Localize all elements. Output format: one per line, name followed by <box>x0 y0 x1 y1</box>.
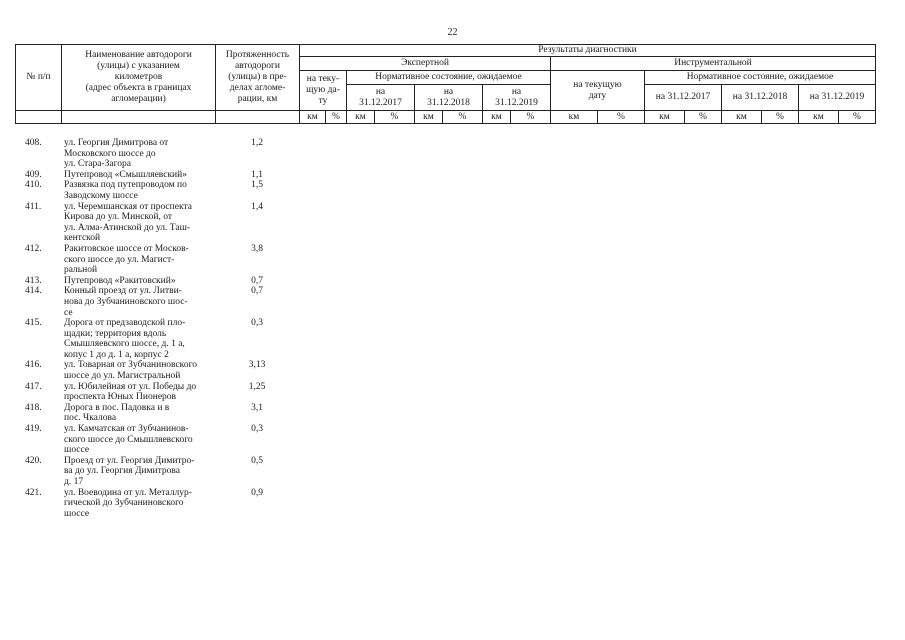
road-name <box>61 456 215 488</box>
road-length: 1,1 <box>251 169 263 180</box>
page-number: 22 <box>447 27 458 38</box>
header-date-expert-2018: на 31.12.2018 <box>415 85 483 111</box>
unit-km: км <box>300 111 326 124</box>
row-number: 410. <box>25 180 42 191</box>
road-name <box>61 286 215 318</box>
table-row <box>15 138 315 170</box>
row-number: 420. <box>25 455 42 466</box>
header-normative-expert: Нормативное состояние, ожидаемое <box>347 71 551 85</box>
road-name <box>61 424 215 456</box>
road-name-line: Конный проезд от ул. Литви- <box>64 286 182 297</box>
road-name <box>61 180 215 201</box>
table-row <box>15 276 315 287</box>
row-number: 418. <box>25 402 42 413</box>
road-list <box>15 138 315 519</box>
header-col-name: Наименование автодороги (улицы) с указанием километров (адрес объекта в границах агломерации) <box>62 45 216 111</box>
road-name <box>61 488 215 520</box>
road-name-line: проспекта Юных Пионеров <box>64 392 177 403</box>
header-current-expert: на теку- щую да- ту <box>300 71 347 111</box>
unit-pct: % <box>762 111 799 124</box>
road-name-line: ул. Товарная от Зубчаниновского <box>64 360 197 371</box>
header-date-instr-2017: на 31.12.2017 <box>645 85 722 111</box>
header-expert: Экспертной <box>300 57 551 71</box>
road-name-line: ул. Воеводина от ул. Металлур- <box>64 487 192 498</box>
road-name-line: ул. Юбилейная от ул. Победы до <box>64 381 197 392</box>
road-length: 3,1 <box>251 402 263 413</box>
unit-pct: % <box>326 111 347 124</box>
unit-km: км <box>347 111 375 124</box>
unit-pct: % <box>839 111 876 124</box>
road-name-line: ул. Георгия Димитрова от <box>64 138 169 148</box>
road-name <box>61 403 215 424</box>
road-name-line: ральной <box>64 265 98 276</box>
road-name-line: ул. Черемшанская от проспекта <box>64 201 192 212</box>
table-row <box>15 424 315 456</box>
header-filler <box>16 111 62 124</box>
road-name-line: Путепровод «Ракитовский» <box>64 275 176 286</box>
road-name-line: Заводскому шоссе <box>64 190 138 201</box>
road-length: 0,3 <box>251 318 263 329</box>
unit-pct: % <box>685 111 722 124</box>
row-number: 411. <box>25 201 42 212</box>
table-row <box>15 403 315 424</box>
road-name-line: шоссе до ул. Магистральной <box>64 371 181 382</box>
road-name <box>61 138 215 170</box>
unit-km: км <box>645 111 685 124</box>
header-current-instr: на текущую дату <box>551 71 645 111</box>
row-number: 421. <box>25 487 42 498</box>
road-name-line: ул. Стара-Загора <box>64 159 132 170</box>
road-name-line: Дорога от предзаводской пло- <box>64 318 186 329</box>
row-number: 419. <box>25 424 42 435</box>
table-row <box>15 180 315 201</box>
road-name <box>61 170 215 181</box>
road-name <box>61 202 215 244</box>
header-filler <box>216 111 300 124</box>
table-row <box>15 244 315 276</box>
road-name <box>61 382 215 403</box>
road-name-line: ул. Камчатская от Зубчанинов- <box>64 424 189 435</box>
road-length: 1,5 <box>251 180 263 191</box>
header-date-instr-2018: на 31.12.2018 <box>722 85 799 111</box>
road-name-line: Московского шоссе до <box>64 148 156 159</box>
header-col-num: № п/п <box>16 45 62 111</box>
road-name <box>61 244 215 276</box>
header-col-length: Протяженность автодороги (улицы) в пре- делах агломе- рации, км <box>216 45 300 111</box>
road-name-line: гической до Зубчаниновского <box>64 498 184 509</box>
road-name-line: Ракитовское шоссе от Москов- <box>64 243 189 254</box>
road-name-line: ского шоссе до Смышляевского <box>64 434 193 445</box>
road-name <box>61 318 215 360</box>
unit-km: км <box>483 111 511 124</box>
road-name-line: ского шоссе до ул. Магист- <box>64 254 175 265</box>
road-length: 0,7 <box>251 286 263 297</box>
road-name <box>61 360 215 381</box>
row-number: 415. <box>25 318 42 329</box>
road-length: 1,25 <box>248 381 266 392</box>
header-results: Результаты диагностики <box>300 45 876 57</box>
road-name <box>61 276 215 287</box>
row-number: 412. <box>25 243 42 254</box>
unit-pct: % <box>375 111 415 124</box>
table-row <box>15 170 315 181</box>
row-number: 413. <box>25 275 42 286</box>
road-name-line: Дорога в пос. Падовка и в <box>64 402 170 413</box>
road-length: 0,7 <box>251 275 263 286</box>
header-date-instr-2019: на 31.12.2019 <box>799 85 876 111</box>
road-name-line: шоссе <box>64 445 90 456</box>
unit-km: км <box>722 111 762 124</box>
road-length: 3,8 <box>251 243 263 254</box>
row-number: 417. <box>25 381 42 392</box>
road-length: 0,3 <box>251 424 263 435</box>
road-length: 0,5 <box>251 455 263 466</box>
table-row <box>15 202 315 244</box>
header-normative-instr: Нормативное состояние, ожидаемое <box>645 71 876 85</box>
road-name-line: ул. Алма-Атинской до ул. Таш- <box>64 222 191 233</box>
header-table <box>15 44 876 124</box>
road-length: 1,2 <box>251 138 263 148</box>
unit-pct: % <box>443 111 483 124</box>
road-name-line: Развязка под путепроводом по <box>64 180 187 191</box>
unit-km: км <box>551 111 598 124</box>
road-name-line: Кирова до ул. Минской, от <box>64 212 172 223</box>
unit-km: км <box>799 111 839 124</box>
row-number: 408. <box>25 138 42 148</box>
table-row <box>15 456 315 488</box>
road-name-line: Смышляевского шоссе, д. 1 а, <box>64 339 185 350</box>
road-length: 3,13 <box>248 360 266 371</box>
road-name-line: копус 1 до д. 1 а, корпус 2 <box>64 349 169 360</box>
table-row <box>15 286 315 318</box>
road-name-line: пос. Чкалова <box>64 413 117 424</box>
road-name-line: Проезд от ул. Георгия Димитро- <box>64 455 195 466</box>
unit-km: км <box>415 111 443 124</box>
road-name-line: щадки; территория вдоль <box>64 328 167 339</box>
road-name-line: шоссе <box>64 508 90 519</box>
table-row <box>15 382 315 403</box>
row-number: 414. <box>25 286 42 297</box>
unit-pct: % <box>598 111 645 124</box>
row-number: 409. <box>25 169 42 180</box>
road-name-line: д. 17 <box>64 477 84 487</box>
table-row <box>15 318 315 360</box>
header-date-expert-2017: на 31.12.2017 <box>347 85 415 111</box>
table-row <box>15 488 315 520</box>
header-filler <box>62 111 216 124</box>
road-name-line: Путепровод «Смышляевский» <box>64 169 187 180</box>
header-instrumental: Инструментальной <box>551 57 876 71</box>
road-name-line: нова до Зубчаниновского шос- <box>64 296 188 307</box>
road-name-line: ва до ул. Георгия Димитрова <box>64 466 180 477</box>
unit-pct: % <box>511 111 551 124</box>
header-date-expert-2019: на 31.12.2019 <box>483 85 551 111</box>
road-length: 1,4 <box>251 201 263 212</box>
road-length: 0,9 <box>251 487 263 498</box>
row-number: 416. <box>25 360 42 371</box>
road-name-line: кентской <box>64 233 101 244</box>
road-name-line: се <box>64 307 73 318</box>
table-row <box>15 360 315 381</box>
